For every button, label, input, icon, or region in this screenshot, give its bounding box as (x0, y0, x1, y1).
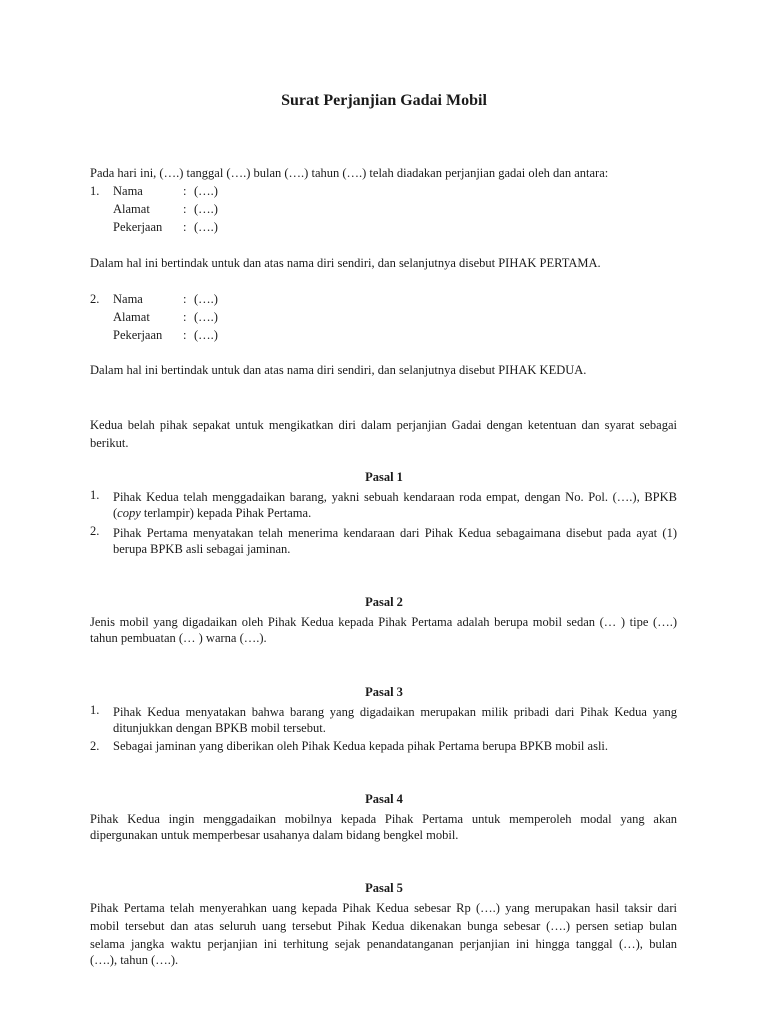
pasal1-item2-number: 2. (90, 524, 100, 538)
pasal4-heading: Pasal 4 (365, 792, 403, 806)
party2-name-colon: : (183, 292, 187, 306)
pasal2-line2: tahun pembuatan (… ) warna (….). (90, 631, 267, 645)
pasal5-line3: selama jangka waktu perjanjian ini terhitung sejak penandatanganan perjanjian ini hingga tanggal (…), bulan (90, 937, 677, 951)
pasal5-line4: (….), tahun (….). (90, 953, 179, 967)
party1-address-value: (….) (194, 202, 218, 216)
agreement-paragraph: Kedua belah pihak sepakat untuk mengikatkan diri dalam perjanjian Gadai dengan ketentuan dan syarat sebagai berikut. (90, 418, 677, 450)
party2-job-label: Pekerjaan (113, 328, 163, 342)
party1-name-label: Nama (113, 184, 143, 198)
pasal1-item2-line2: berupa BPKB asli sebagai jaminan. (113, 542, 291, 556)
party1-job-value: (….) (194, 220, 218, 234)
pasal4-line2: dipergunakan untuk memperbesar usahanya dalam bidang bengkel mobil. (90, 828, 459, 842)
party2-address-label: Alamat (113, 310, 150, 324)
party2-address-value: (….) (194, 310, 218, 324)
pasal2-line1: Jenis mobil yang digadaikan oleh Pihak Kedua kepada Pihak Pertama adalah berupa mobil sedan (… ) tipe (….) (90, 615, 677, 629)
party1-address-label: Alamat (113, 202, 150, 216)
pasal3-heading: Pasal 3 (365, 685, 403, 699)
pasal1-item1-line1: Pihak Kedua telah menggadaikan barang, yakni sebuah kendaraan roda empat, dengan No. Pol. (….), BPKB (113, 490, 677, 504)
party2-address-colon: : (183, 310, 187, 324)
pasal5-line1: Pihak Pertama telah menyerahkan uang kepada Pihak Kedua sebesar Rp (….) yang merupakan hasil taksir dari (90, 901, 677, 915)
pasal1-item1-number: 1. (90, 488, 100, 502)
pasal3-item1-number: 1. (90, 703, 100, 717)
pasal3-item2-number: 2. (90, 739, 100, 753)
pasal3-item1-line2: ditunjukkan dengan BPKB mobil tersebut. (113, 721, 326, 735)
party2-name-value: (….) (194, 292, 218, 306)
pasal2-heading: Pasal 2 (365, 595, 403, 609)
party2-statement: Dalam hal ini bertindak untuk dan atas nama diri sendiri, dan selanjutnya disebut PIHAK KEDUA. (90, 363, 587, 377)
pasal1-item1-line2-rest: terlampir) kepada Pihak Pertama. (140, 506, 312, 520)
party2-number: 2. (90, 292, 100, 306)
party1-name-value: (….) (194, 184, 218, 198)
party2-job-value: (….) (194, 328, 218, 342)
party1-name-colon: : (183, 184, 187, 198)
party2-name-label: Nama (113, 292, 143, 306)
paren-open: ( (113, 506, 118, 520)
pasal5-line2: mobil tersebut dan atas seluruh uang tersebut Pihak Kedua dikenakan bunga sebesar (….) persen setiap bulan (90, 919, 677, 933)
party1-number: 1. (90, 184, 100, 198)
intro-text: Pada hari ini, (….) tanggal (….) bulan (….) tahun (….) telah diadakan perjanjian gadai oleh dan antara: (90, 166, 609, 180)
pasal1-item2-line1: Pihak Pertama menyatakan telah menerima kendaraan dari Pihak Kedua sebagaimana disebut pada ayat (1) (113, 526, 677, 540)
pasal3-item1-line1: Pihak Kedua menyatakan bahwa barang yang digadaikan merupakan milik pribadi dari Pihak Kedua yang (113, 705, 677, 719)
party2-job-colon: : (183, 328, 187, 342)
copy-word: copy (117, 506, 141, 520)
party1-job-colon: : (183, 220, 187, 234)
pasal1-heading: Pasal 1 (365, 470, 403, 484)
party1-job-label: Pekerjaan (113, 220, 163, 234)
pasal1-item1-line2 (113, 506, 311, 521)
pasal5-heading: Pasal 5 (365, 881, 403, 895)
pasal3-item2-line1: Sebagai jaminan yang diberikan oleh Pihak Kedua kepada pihak Pertama berupa BPKB mobil asli. (113, 739, 609, 753)
party1-address-colon: : (183, 202, 187, 216)
document-title: Surat Perjanjian Gadai Mobil (281, 92, 487, 109)
pasal4-line1: Pihak Kedua ingin menggadaikan mobilnya kepada Pihak Pertama untuk memperoleh modal yang akan (90, 812, 677, 826)
party1-statement: Dalam hal ini bertindak untuk dan atas nama diri sendiri, dan selanjutnya disebut PIHAK PERTAMA. (90, 256, 601, 270)
